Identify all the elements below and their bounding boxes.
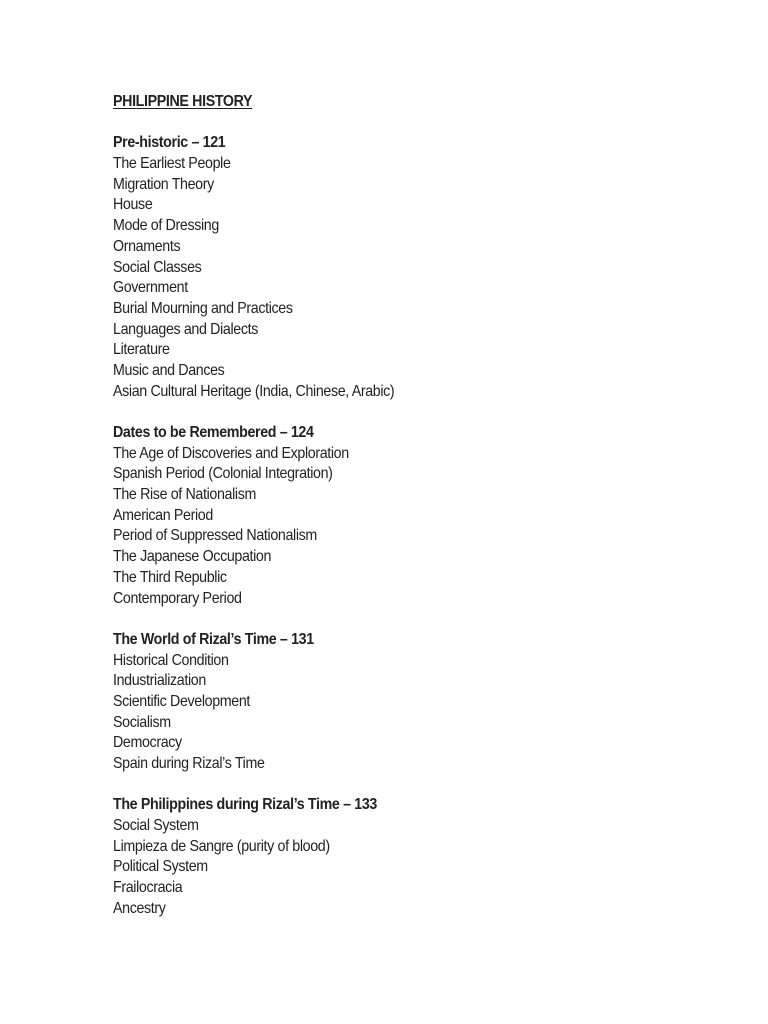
list-item: The Third Republic (113, 568, 227, 586)
list-item: Ancestry (113, 899, 166, 917)
list-item: Literature (113, 341, 170, 359)
list-item: Social Classes (113, 258, 202, 276)
list-item: Spain during Rizal’s Time (113, 755, 265, 772)
list-item: Frailocracia (113, 879, 183, 897)
list-item: The Earliest People (113, 155, 231, 173)
list-item: House (113, 196, 153, 214)
document-content (113, 92, 665, 940)
list-item: The Age of Discoveries and Exploration (113, 444, 349, 462)
section-prehistoric (113, 133, 665, 402)
list-item: Asian Cultural Heritage (India, Chinese, Arabic) (113, 382, 395, 400)
list-item: Ornaments (113, 237, 181, 255)
list-item: Migration Theory (113, 175, 214, 193)
list-item: The Rise of Nationalism (113, 486, 256, 504)
section-heading: The Philippines during Rizal’s Time – 133 (113, 796, 377, 814)
section-heading: Dates to be Remembered – 124 (113, 424, 314, 441)
document-title: PHILIPPINE HISTORY (113, 93, 253, 110)
list-item: Contemporary Period (113, 589, 242, 607)
list-item: The Japanese Occupation (113, 548, 272, 566)
list-item: Industrialization (113, 672, 206, 690)
list-item: Democracy (113, 734, 182, 752)
list-item: American Period (113, 506, 213, 524)
section-philippines-rizal-time (113, 795, 665, 919)
section-dates-to-remember (113, 423, 665, 609)
list-item: Period of Suppressed Nationalism (113, 527, 317, 545)
list-item: Spanish Period (Colonial Integration) (113, 465, 333, 483)
list-item: Limpieza de Sangre (purity of blood) (113, 837, 330, 855)
list-item: Social System (113, 817, 199, 835)
list-item: Political System (113, 858, 208, 876)
list-item: Mode of Dressing (113, 217, 219, 235)
list-item: Historical Condition (113, 651, 229, 669)
section-world-of-rizal (113, 630, 665, 775)
list-item: Music and Dances (113, 361, 225, 379)
list-item: Socialism (113, 713, 171, 731)
list-item: Government (113, 279, 188, 297)
list-item: Burial Mourning and Practices (113, 299, 293, 317)
section-heading: The World of Rizal’s Time – 131 (113, 630, 314, 648)
list-item: Languages and Dialects (113, 320, 258, 338)
list-item: Scientific Development (113, 692, 251, 710)
section-heading: Pre-historic – 121 (113, 134, 226, 152)
